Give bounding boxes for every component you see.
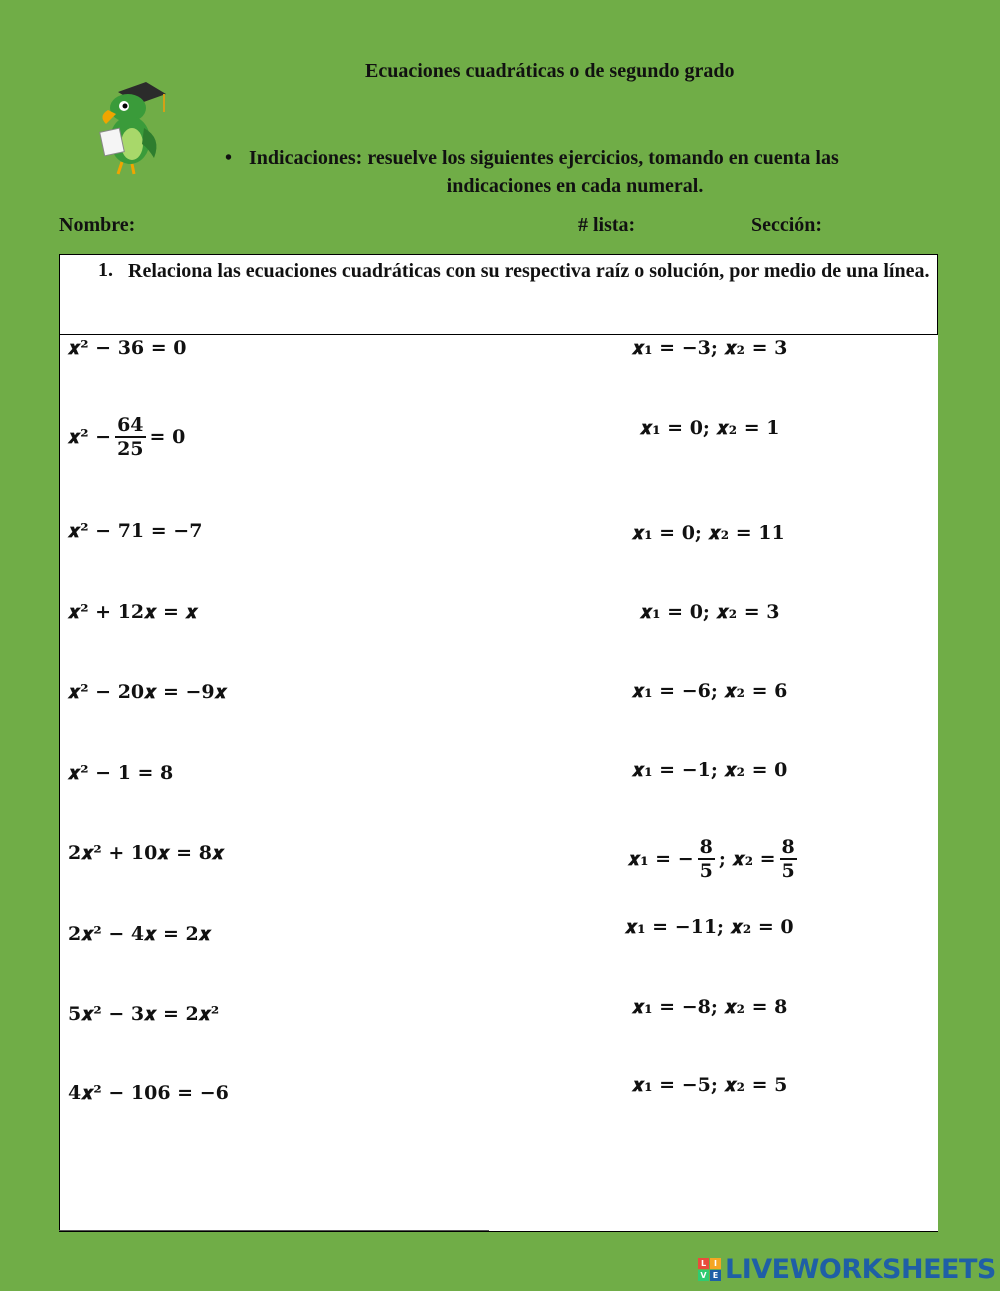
solution-7-a: 𝒙₁ = −	[628, 848, 694, 870]
instructions-line-1: Indicaciones: resuelve los siguientes ejercicios, tomando en cuenta las	[249, 147, 839, 169]
equation-2-right: = 𝟎	[149, 426, 186, 448]
liveworksheets-logo	[698, 1254, 996, 1285]
equation-6[interactable]: 𝒙² − 𝟏 = 𝟖	[68, 762, 174, 784]
solution-10[interactable]: 𝒙₁ = −𝟓; 𝒙₂ = 𝟓	[632, 1074, 788, 1096]
equation-2-left: 𝒙² −	[68, 426, 112, 448]
logo-text: LIVEWORKSHEETS	[725, 1254, 996, 1285]
list-number-label: # lista:	[578, 214, 636, 236]
solution-7[interactable]	[628, 836, 801, 882]
fraction	[780, 836, 797, 882]
fraction-denominator: 𝟓	[781, 860, 795, 882]
section-label: Sección:	[751, 214, 823, 236]
fraction-numerator: 𝟖	[699, 836, 713, 858]
logo-square: V	[698, 1270, 709, 1281]
equation-3[interactable]: 𝒙² − 𝟕𝟏 = −𝟕	[68, 520, 203, 542]
logo-square: E	[710, 1270, 721, 1281]
equation-2[interactable]	[68, 414, 185, 460]
solution-1[interactable]: 𝒙₁ = −𝟑; 𝒙₂ = 𝟑	[632, 337, 788, 359]
solution-3[interactable]: 𝒙₁ = 𝟎; 𝒙₂ = 𝟏𝟏	[632, 522, 785, 544]
fraction-numerator: 𝟔𝟒	[117, 414, 144, 436]
solution-4[interactable]: 𝒙₁ = 𝟎; 𝒙₂ = 𝟑	[640, 601, 780, 623]
divider	[59, 1230, 489, 1231]
bullet: •	[225, 147, 233, 169]
page-title: Ecuaciones cuadráticas o de segundo grado	[365, 60, 735, 82]
fraction-denominator: 𝟐𝟓	[117, 438, 144, 460]
instructions-line-2: indicaciones en cada numeral.	[446, 175, 704, 197]
fraction-numerator: 𝟖	[781, 836, 795, 858]
logo-square: L	[698, 1258, 709, 1269]
name-label: Nombre:	[59, 214, 136, 236]
fraction	[115, 414, 145, 460]
exercise-header	[60, 255, 938, 335]
logo-square: I	[710, 1258, 721, 1269]
equation-10[interactable]: 𝟒𝒙² − 𝟏𝟎𝟔 = −𝟔	[68, 1082, 229, 1104]
solution-7-b: ; 𝒙₂ =	[718, 848, 776, 870]
equation-9[interactable]: 𝟓𝒙² − 𝟑𝒙 = 𝟐𝒙²	[68, 1003, 220, 1025]
equation-5[interactable]: 𝒙² − 𝟐𝟎𝒙 = −𝟗𝒙	[68, 681, 227, 703]
exercise-number: 1.	[98, 259, 113, 281]
solution-2[interactable]: 𝒙₁ = 𝟎; 𝒙₂ = 𝟏	[640, 417, 780, 439]
solution-9[interactable]: 𝒙₁ = −𝟖; 𝒙₂ = 𝟖	[632, 996, 788, 1018]
fraction-denominator: 𝟓	[699, 860, 713, 882]
solution-8[interactable]: 𝒙₁ = −𝟏𝟏; 𝒙₂ = 𝟎	[625, 916, 794, 938]
solution-6[interactable]: 𝒙₁ = −𝟏; 𝒙₂ = 𝟎	[632, 759, 788, 781]
equation-1[interactable]: 𝒙² − 𝟑𝟔 = 𝟎	[68, 337, 187, 359]
equation-4[interactable]: 𝒙² + 𝟏𝟐𝒙 = 𝒙	[68, 601, 198, 623]
solution-5[interactable]: 𝒙₁ = −𝟔; 𝒙₂ = 𝟔	[632, 680, 788, 702]
equation-8[interactable]: 𝟐𝒙² − 𝟒𝒙 = 𝟐𝒙	[68, 923, 211, 945]
parrot-mascot-icon	[88, 78, 168, 176]
fraction	[698, 836, 715, 882]
exercise-instruction: Relaciona las ecuaciones cuadráticas con su respectiva raíz o solución, por medio de una línea.	[128, 260, 930, 282]
logo-squares-icon	[698, 1258, 721, 1281]
equation-7[interactable]: 𝟐𝒙² + 𝟏𝟎𝒙 = 𝟖𝒙	[68, 842, 225, 864]
